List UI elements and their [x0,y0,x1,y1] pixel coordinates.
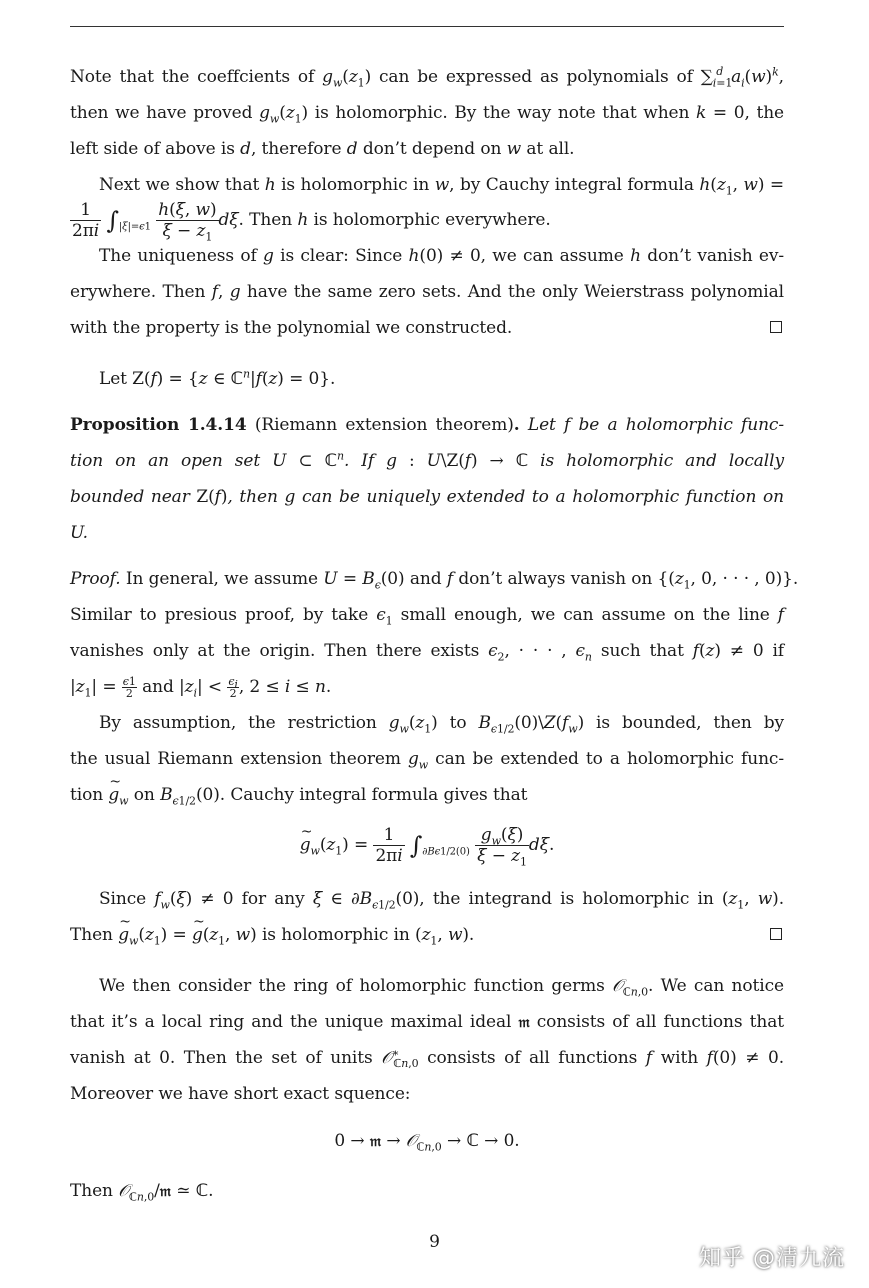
page-number: 9 [429,1232,440,1252]
para3-line3: with the property is the polynomial we constructed. [70,318,513,338]
para2-line2: $\frac{1}{2\pi i}$ $\int_{|\xi|=\epsilon 1}$ $\frac{h(\xi, w)}{\xi - z_1}$ dξ. Then h is holomorphic everywhere. [72,200,551,244]
ring-line1: We then consider the ring of holomorphic function germs 𝒪$_{ℂn,0}$. We can notice [99,976,784,999]
fraction-1-over-2pi-i: $\frac{1}{2\pi i}$ [72,200,100,241]
para1-line2: then we have proved $g_w(z_1)$ is holomorphic. By the way note that when k = 0, the [70,103,784,126]
proof-line4: $|z_1|$ = $\frac{\epsilon 1}{2}$ and $|z_i|$ < $\frac{\epsilon_i}{2}$ , 2 ≤ i ≤ n. [70,675,332,700]
para3-line2: erywhere. Then f, g have the same zero sets. And the only Weierstrass polynomial [70,282,785,302]
ring-line5: Then 𝒪$_{ℂn,0}$/𝔪 ≃ ℂ. [70,1181,214,1204]
proposition-line3: bounded near Z(f), then g can be uniquely extended to a holomorphic function on [70,487,784,507]
proof-line5: By assumption, the restriction $g_w(z_1)$ to $B_{\epsilon 1/2}(0)\backslash Z(f_w)$ is bounded, then by [99,713,784,736]
proof-line2: Similar to presious proof, by take $\epsilon_1$ small enough, we can assume on the line f [70,605,784,628]
cauchy-formula-display: ~ $g_w(z_1)$ = $\frac{1}{2\pi i}$ $\int_{\partial B\epsilon 1/2(0)}$ $\frac{g_w(\xi)}{\xi - z_1}$ dξ. [70,820,784,870]
proof-line9: Then ~ $g_w(z_1)$ = ~ $g(z_1$, w) is holomorphic in ($z_1$, w). [70,924,784,946]
proof-line8: Since $f_w(\xi) \ne 0$ for any ξ ∈ $\partial B_{\epsilon 1/2}(0)$, the integrand is holomorphic in ($z_1$, w). [99,889,784,912]
ring-line4: Moreover we have short exact squence: [70,1084,411,1104]
proof-line1: Proof. In general, we assume $U = B_\epsilon(0)$ and f don’t always vanish on {($z_1$, 0, · · · , 0)}. [70,569,799,592]
para1-line3: left side of above is d, therefore d don’t depend on w at all. [70,139,575,159]
proof-line7: tion ~ $g_w$ on $B_{\epsilon 1/2}(0)$. Cauchy integral formula gives that [70,784,784,806]
proposition-line2: tion on an open set U ⊂ ℂ$^n$. If g : U\Z(f) → ℂ is holomorphic and locally [70,449,784,471]
para1-line1: Note that the coeffcients of $g_w(z_1)$ can be expressed as polynomials of $\sum_{i=1}^d$ $a_i(w)^k$, [70,65,784,90]
qed-box [770,321,782,333]
ring-line3: vanish at 0. Then the set of units 𝒪∗$_{ℂn,0}$ consists of all functions f with f(0) ≠ 0. [70,1046,784,1071]
zero-set-definition: Let Z(f) = {z ∈ ℂ$^n$|f(z) = 0}. [99,367,336,389]
fraction-h-over-xi-minus-z: $\frac{h(\xi, w)}{\xi - z_1}$ [158,200,217,244]
proposition-line1: Proposition 1.4.14 (Riemann extension theorem). Let f be a holomorphic func- [70,415,784,435]
proof-label: Proof. [70,569,121,589]
qed-box [770,928,782,940]
proposition-line4: U. [70,523,88,543]
exact-sequence-display: 0 → 𝔪 → 𝒪$_{ℂn,0}$ → ℂ → 0. [334,1131,520,1154]
para3-line1: The uniqueness of g is clear: Since h(0) ≠ 0, we can assume h don’t vanish ev- [99,246,784,266]
proposition-label: Proposition 1.4.14 [70,415,247,435]
watermark: 知乎 @清九流 [699,1246,845,1271]
proof-line6: the usual Riemann extension theorem $g_w$ can be extended to a holomorphic func- [70,749,784,772]
proof-line3: vanishes only at the origin. Then there exists $\epsilon_2$, · · · , $\epsilon_n$ such that f(z) ≠ 0 if [70,641,784,664]
header-rule [70,26,784,27]
ring-line2: that it’s a local ring and the unique maximal ideal 𝔪 consists of all functions that [70,1012,784,1032]
para2-line1: Next we show that h is holomorphic in w, by Cauchy integral formula $h(z_1$, w) = [99,175,785,198]
